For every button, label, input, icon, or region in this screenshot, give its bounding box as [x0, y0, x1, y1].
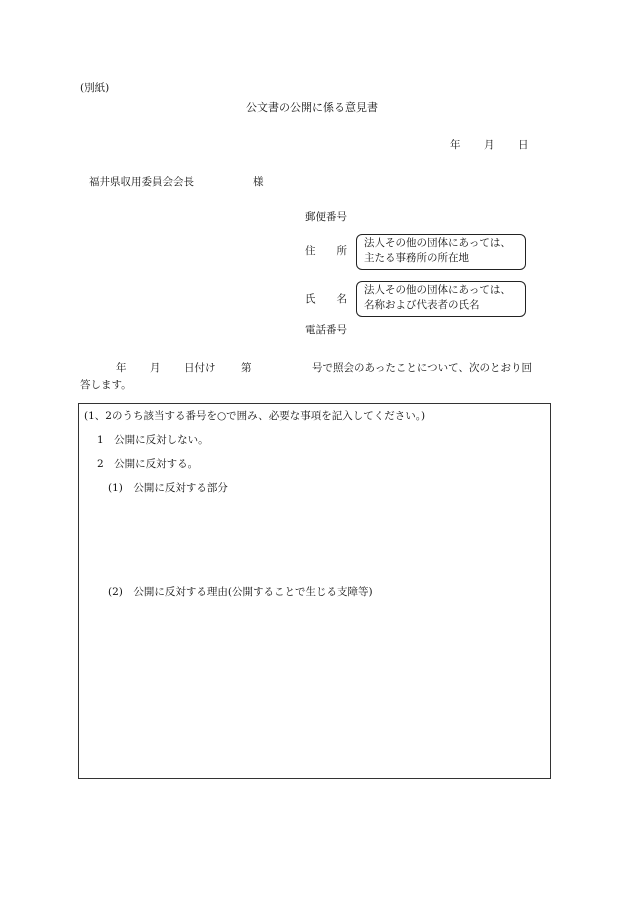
- addressee-honorific: 様: [253, 176, 264, 188]
- body-dated: 日付け: [184, 362, 216, 374]
- name-label: 氏 名: [305, 293, 347, 305]
- address-note-line2: 主たる事務所の所在地: [364, 252, 469, 264]
- date-month: 月: [484, 139, 495, 151]
- phone-label: 電話番号: [305, 324, 347, 336]
- date-day: 日: [518, 139, 529, 151]
- option-2-objection: 2 公開に反対する。: [97, 458, 199, 470]
- body-line2: 答します。: [80, 379, 132, 391]
- document-title: 公文書の公開に係る意見書: [246, 101, 378, 114]
- objection-part-heading: (1) 公開に反対する部分: [108, 482, 228, 494]
- attachment-label: (別紙): [80, 82, 110, 94]
- addressee-name: 福井県収用委員会会長: [89, 176, 194, 188]
- address-note-line1: 法人その他の団体にあっては、: [364, 237, 511, 249]
- body-line1-rest: 号で照会のあったことについて、次のとおり回: [312, 362, 532, 374]
- postal-code-label: 郵便番号: [305, 211, 347, 223]
- name-note-line1: 法人その他の団体にあっては、: [364, 284, 511, 296]
- body-month: 月: [150, 362, 161, 374]
- objection-reason-heading: (2) 公開に反対する理由(公開することで生じる支障等): [108, 586, 373, 598]
- form-instruction: (1、2のうち該当する番号を○で囲み、必要な事項を記入してください。): [84, 410, 426, 422]
- body-year: 年: [116, 362, 127, 374]
- name-note-line2: 名称および代表者の氏名: [364, 299, 480, 311]
- option-1-no-objection: 1 公開に反対しない。: [97, 434, 209, 446]
- body-number-prefix: 第: [241, 362, 252, 374]
- date-year: 年: [450, 139, 461, 151]
- address-label: 住 所: [305, 245, 347, 257]
